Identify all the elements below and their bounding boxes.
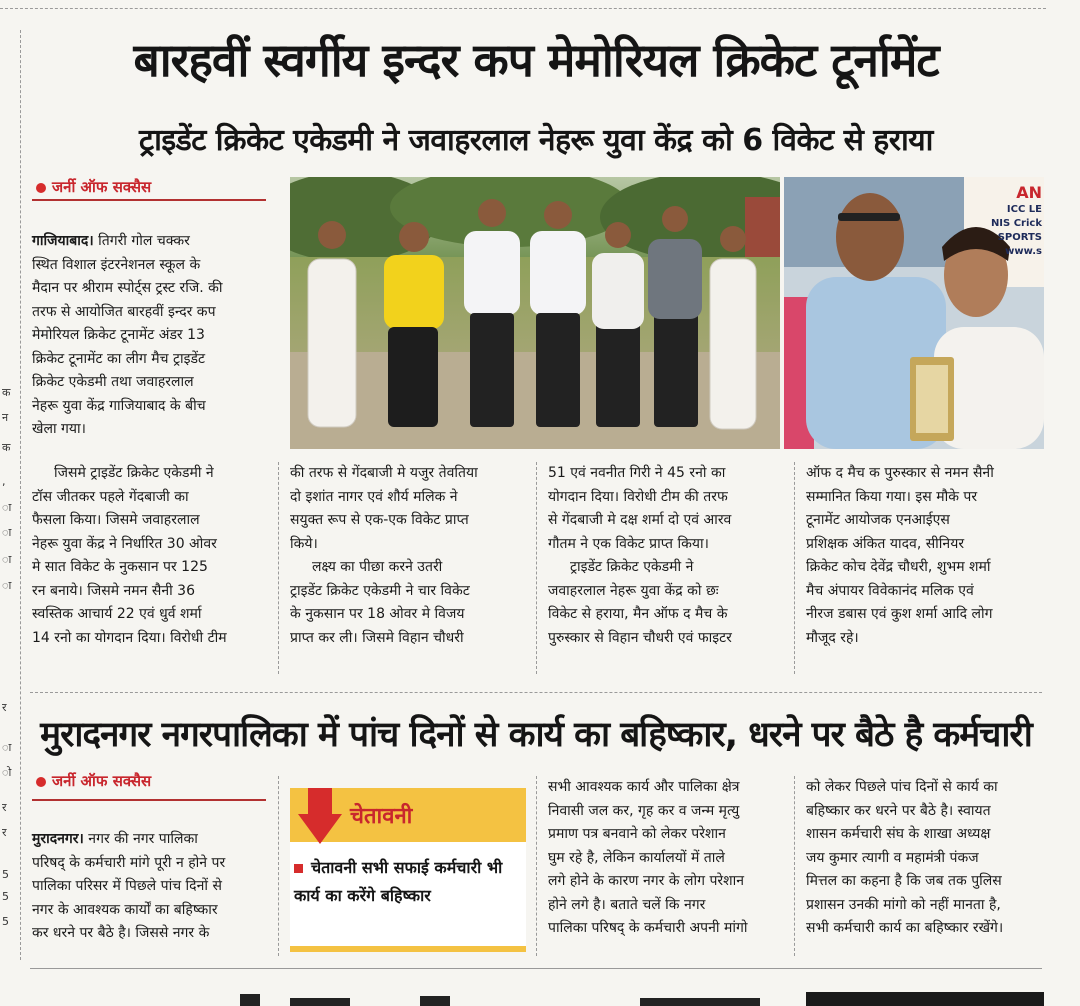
- column-separator: [536, 776, 537, 956]
- text-line: मे सात विकेट के नुकसान पर 125: [32, 559, 208, 575]
- gutter-char: र: [2, 826, 7, 839]
- gutter-char: र: [2, 701, 7, 714]
- sign-line: SPORTS: [997, 232, 1042, 243]
- text-line-rest: तिगरी गोल चक्कर: [93, 233, 190, 249]
- story1-byline-text: जर्नी ऑफ सक्सैस: [52, 178, 152, 196]
- text-line: क्रिकेट टूनामेंट का लीग मैच ट्राइडेंट: [32, 350, 206, 367]
- sponsor-sign-text: [976, 183, 1042, 259]
- story1-column-2: [290, 462, 526, 650]
- left-column-separator: [20, 30, 21, 960]
- top-rule: [0, 8, 1046, 9]
- text-line: क्रिकेट एकेडमी तथा जवाहरलाल: [32, 374, 194, 390]
- story2-byline-rule: [32, 799, 266, 801]
- text-line-rest: नगर की नगर पालिका: [83, 831, 198, 847]
- text-line: सयुक्त रूप से एक-एक विकेट प्राप्त: [290, 512, 469, 528]
- text-line: के नुकसान पर 18 ओवर मे विजय: [290, 606, 465, 622]
- gutter-char: ा: [2, 501, 12, 514]
- text-line: स्थित विशाल इंटरनेशनल स्कूल के: [32, 256, 201, 273]
- text-line: नेहरू युवा केंद्र गाजियाबाद के बीच: [32, 397, 206, 414]
- text-line: घुम रहे है, लेकिन कार्यालयों में ताले: [548, 849, 725, 866]
- text-line: की तरफ से गेंदबाजी मे यजुर तेवतिया: [290, 465, 478, 481]
- story2-column-3: [548, 776, 784, 941]
- text-line: ट्राइडेंट क्रिकेट एकेडमी ने: [570, 559, 694, 575]
- gutter-char: 5: [2, 915, 9, 928]
- dateline: मुरादनगर।: [32, 831, 84, 847]
- down-arrow-icon: [298, 788, 342, 844]
- warning-box-footer-bar: [290, 946, 526, 952]
- text-line: जिसमे ट्राइडेंट क्रिकेट एकेडमी ने: [54, 465, 214, 481]
- text-line: दो इशांत नागर एवं शौर्य मलिक ने: [290, 488, 458, 505]
- bottom-rule: [30, 968, 1042, 969]
- byline-dot-icon: [36, 777, 46, 787]
- gutter-char: ा: [2, 579, 12, 592]
- story1-headline: बारहवीं स्वर्गीय इन्दर कप मेमोरियल क्रिकेट टूर्नामेंट: [133, 33, 939, 87]
- text-line: प्रशासन उनकी मांगो को नहीं मानता है,: [806, 896, 1001, 913]
- warning-box-header: [290, 788, 526, 842]
- text-line: [32, 230, 268, 254]
- story1-intro-column: [32, 230, 268, 442]
- text-line: पालिका परिसर में पिछले पांच दिनों से: [32, 878, 222, 894]
- text-line: योगदान दिया। विरोधी टीम की तरफ: [548, 488, 728, 505]
- text-line: 51 एवं नवनीत गिरी ने 45 रनो का: [548, 465, 726, 481]
- text-line: बहिष्कार कर धरने पर बैठे है। स्वायत: [806, 802, 991, 819]
- text-line: होने लगे है। बताते चलें कि नगर: [548, 896, 706, 913]
- text-line: परिषद् के कर्मचारी मांगे पूरी न होने पर: [32, 854, 226, 871]
- text-line: निवासी जल कर, गृह कर व जन्म मृत्यु: [548, 802, 740, 819]
- text-line: मैच अंपायर विवेकानंद मलिक एवं: [806, 582, 974, 599]
- text-line: जय कुमार त्यागी व महामंत्री पंकज: [806, 849, 979, 866]
- gutter-char: ा: [2, 553, 12, 566]
- story1-column-3: [548, 462, 784, 650]
- left-margin-strip: [0, 30, 20, 970]
- dateline: गाजियाबाद।: [32, 233, 94, 249]
- gutter-char: 5: [2, 890, 9, 903]
- text-line: गौतम ने एक विकेट प्राप्त किया।: [548, 535, 709, 552]
- text-line: नगर के आवश्यक कार्यों का बहिष्कार: [32, 901, 218, 918]
- text-line: खेला गया।: [32, 421, 86, 437]
- story2-column-4: [806, 776, 1042, 941]
- text-line: शासन कर्मचारी संघ के शाखा अध्यक्ष: [806, 826, 991, 842]
- story2-column-1: [32, 828, 268, 946]
- warning-box: [290, 788, 526, 952]
- warning-body: [294, 854, 524, 910]
- text-line: सभी आवश्यक कार्य और पालिका क्षेत्र: [548, 779, 740, 795]
- text-line: ऑफ द मैच क पुरुस्कार से नमन सैनी: [806, 465, 994, 481]
- award-photo: [784, 177, 1044, 449]
- gutter-char: ो: [2, 766, 12, 779]
- text-line: पुरुस्कार से विहान चौधरी एवं फाइटर: [548, 629, 732, 646]
- text-line: ट्राइडेंट क्रिकेट एकेडमी ने चार विकेट: [290, 582, 470, 599]
- story1-byline: [36, 177, 151, 197]
- text-line: पालिका परिषद् के कर्मचारी अपनी मांगो: [548, 920, 748, 936]
- text-line: विकेट से हराया, मैन ऑफ द मैच के: [548, 606, 728, 622]
- gutter-char: क: [2, 386, 11, 399]
- team-group-photo-illustration: [290, 177, 780, 449]
- text-line: को लेकर पिछले पांच दिनों से कार्य का: [806, 779, 998, 795]
- next-story-cutoff: [0, 990, 1080, 1006]
- story1-byline-rule: [32, 199, 266, 201]
- team-group-photo: [290, 177, 780, 449]
- text-line: लगे होने के कारण नगर के लोग परेशान: [548, 873, 745, 889]
- text-line: तरफ से आयोजित बारहवीं इन्दर कप: [32, 303, 216, 320]
- text-line: प्रमाण पत्र बनवाने को लेकर परेशान: [548, 826, 726, 842]
- gutter-char: ,: [2, 475, 6, 488]
- story1-subheadline: ट्राइडेंट क्रिकेट एकेडमी ने जवाहरलाल नेहरू युवा केंद्र को 6 विकेट से हराया: [139, 123, 933, 158]
- bullet-square-icon: [294, 864, 303, 873]
- column-separator: [536, 462, 537, 674]
- sign-line: AN: [1016, 183, 1042, 202]
- story1-column-4: [806, 462, 1042, 650]
- byline-dot-icon: [36, 183, 46, 193]
- warning-body-text: चेतावनी सभी सफाई कर्मचारी भी कार्य का करेंगे बहिष्कार: [294, 858, 503, 905]
- column-separator: [794, 462, 795, 674]
- story2-headline: मुरादनगर नगरपालिका में पांच दिनों से कार्य का बहिष्कार, धरने पर बैठे है कर्मचारी: [40, 715, 1032, 755]
- text-line: मेमोरियल क्रिकेट टूनामेंट अंडर 13: [32, 327, 205, 343]
- gutter-char: ा: [2, 741, 12, 754]
- story-divider: [30, 692, 1042, 693]
- text-line: टूनामेंट आयोजक एनआईएस: [806, 512, 950, 528]
- column-separator: [278, 462, 279, 674]
- gutter-char: क: [2, 441, 11, 454]
- story2-byline: [36, 771, 151, 791]
- column-separator: [278, 776, 279, 956]
- sign-line: www.s: [1005, 246, 1042, 257]
- text-line: नीरज डबास एवं कुश शर्मा आदि लोग: [806, 606, 993, 622]
- text-line: सभी कर्मचारी कार्य का बहिष्कार रखेंगे।: [806, 920, 1004, 936]
- text-line: क्रिकेट कोच देवेंद्र चौधरी, शुभम शर्मा: [806, 559, 991, 575]
- sign-line: NIS Crick: [990, 218, 1042, 229]
- text-line: नेहरू युवा केंद्र ने निर्धारित 30 ओवर: [32, 535, 217, 552]
- text-line: फैसला किया। जिसमे जवाहरलाल: [32, 512, 200, 528]
- text-line: से गेंदबाजी मे दक्ष शर्मा दो एवं आरव: [548, 512, 732, 528]
- text-line: स्वस्तिक आचार्य 22 एवं धुर्व शर्मा: [32, 606, 202, 622]
- gutter-char: र: [2, 801, 7, 814]
- text-line: रन बनाये। जिसमे नमन सैनी 36: [32, 582, 195, 599]
- text-line: किये।: [290, 535, 318, 552]
- gutter-char: न: [2, 411, 9, 424]
- story1-column-1: [32, 462, 268, 650]
- gutter-char: ा: [2, 526, 12, 539]
- text-line: सम्मानित किया गया। इस मौके पर: [806, 488, 978, 505]
- text-line: टॉस जीतकर पहले गेंदबाजी का: [32, 488, 189, 505]
- story2-byline-text: जर्नी ऑफ सक्सैस: [52, 772, 152, 790]
- text-line: लक्ष्य का पीछा करने उतरी: [312, 559, 443, 575]
- gutter-char: 5: [2, 868, 9, 881]
- warning-title: चेतावनी: [350, 804, 413, 829]
- text-line: मित्तल का कहना है कि जब तक पुलिस: [806, 873, 1002, 889]
- text-line: प्रशिक्षक अंकित यादव, सीनियर: [806, 535, 965, 552]
- text-line: मौजूद रहे।: [806, 629, 859, 646]
- sign-line: ICC LE: [1006, 204, 1042, 215]
- column-separator: [794, 776, 795, 956]
- text-line: जवाहरलाल नेहरू युवा केंद्र को छः: [548, 582, 719, 599]
- text-line: कर धरने पर बैठे है। जिससे नगर के: [32, 925, 210, 941]
- text-line: मैदान पर श्रीराम स्पोर्ट्स ट्रस्ट रजि. की: [32, 280, 223, 296]
- text-line: प्राप्त कर ली। जिसमे विहान चौधरी: [290, 629, 464, 646]
- text-line: 14 रनो का योगदान दिया। विरोधी टीम: [32, 629, 227, 646]
- text-line: [32, 828, 268, 852]
